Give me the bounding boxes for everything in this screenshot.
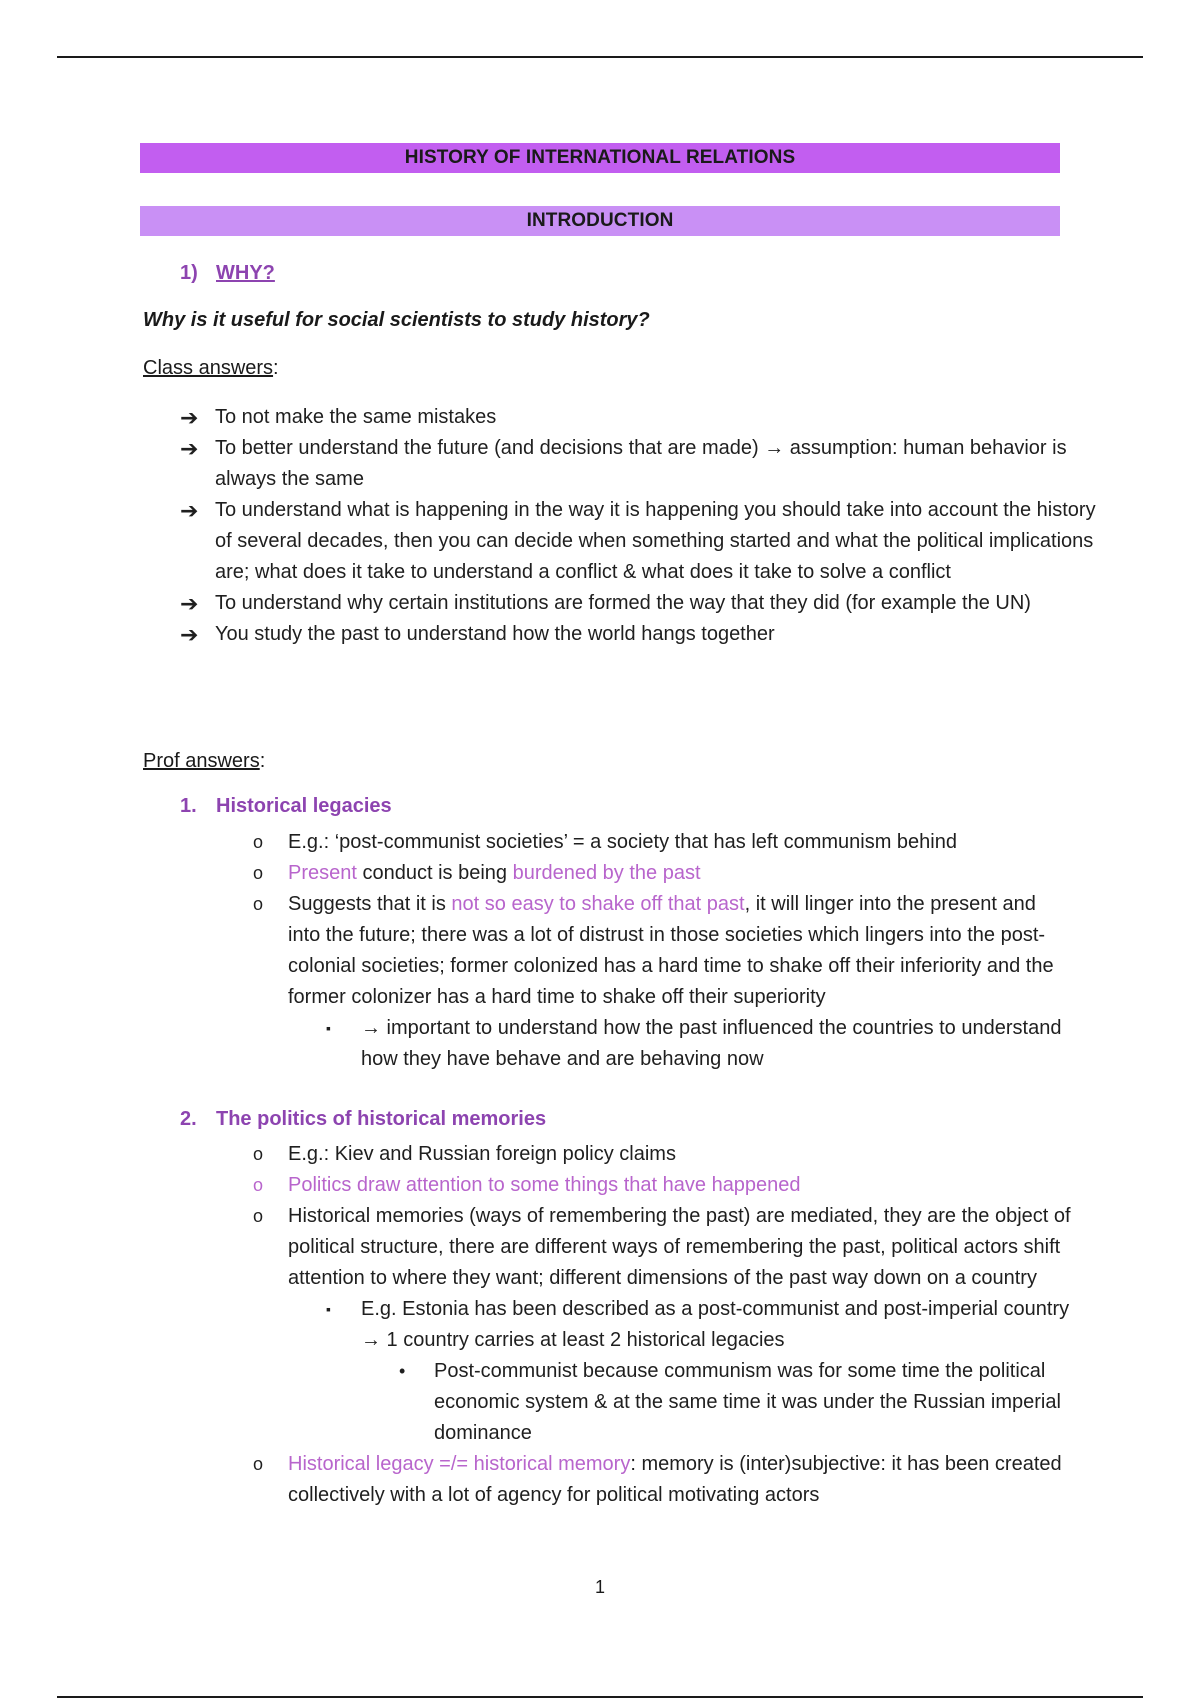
list-item: ▪ E.g. Estonia has been described as a post-communist and post-imperial country → 1 country carries at least 2 historical legacies • Post-communist because communism was for some time the political economic system & at the same time it was under the Russian imperial dominance <box>361 1294 1073 1449</box>
class-answers-label: Class answers: <box>143 357 279 379</box>
document-title: HISTORY OF INTERNATIONAL RELATIONS <box>404 147 796 168</box>
sub-sub-list <box>361 1356 1073 1449</box>
class-answers-list <box>180 402 1100 650</box>
study-question: Why is it useful for social scientists to study history? <box>143 309 650 331</box>
arrow-icon: ➔ <box>180 622 199 647</box>
list-item: o Politics draw attention to some things that have happened <box>253 1170 1073 1201</box>
section-title-banner <box>140 206 1060 236</box>
page-number: 1 <box>594 1577 605 1597</box>
list-item: o Suggests that it is not so easy to shake off that past, it will linger into the present and into the future; there was a lot of distrust in those societies which lingers into the post-colonial societies; former colonized has a hard time to shake off their inferiority and the former colonizer has a hard time to shake off their superiority ▪ → important to understand how the past influenced the countries to understand how they have behave and are behaving now <box>253 889 1073 1075</box>
historical-legacies-heading: 1. Historical legacies <box>180 795 392 817</box>
circle-bullet-icon: o <box>253 863 264 883</box>
why-heading-number: 1) <box>180 262 198 284</box>
bottom-rule <box>57 1696 1143 1698</box>
list-item: • Post-communist because communism was for some time the political economic system & at the same time it was under the Russian imperial dominance <box>434 1356 1073 1449</box>
top-rule <box>57 56 1143 58</box>
arrow-icon: ➔ <box>180 436 199 461</box>
document-title-banner <box>140 143 1060 173</box>
why-heading <box>180 262 275 285</box>
sub-list <box>288 1013 1073 1075</box>
section-title: INTRODUCTION <box>526 210 674 231</box>
list-item: ▪ → important to understand how the past influenced the countries to understand how they have behave and are behaving now <box>361 1013 1073 1075</box>
list-item: o Historical memories (ways of remembering the past) are mediated, they are the object of political structure, there are different ways of remembering the past, political actors shift attention to where they want; different dimensions of the past way down on a country ▪ E.g. Estonia has been described as a post-communist and post-imperial country → 1 country carries at least 2 historical legacies • Post-communist because communism was for some time the political economic system & at the same time it was under the Russian imperial dominance <box>253 1201 1073 1449</box>
why-heading-title: WHY? <box>216 262 275 284</box>
list-item: o Historical legacy =/= historical memory: memory is (inter)subjective: it has been created collectively with a lot of agency for political motivating actors <box>253 1449 1073 1511</box>
historical-legacies-list <box>253 827 1073 1075</box>
list-item: o E.g.: ‘post-communist societies’ = a society that has left communism behind <box>253 827 1073 858</box>
circle-bullet-icon: o <box>253 894 264 914</box>
list-item: o Present conduct is being burdened by the past <box>253 858 1073 889</box>
prof-answers-label: Prof answers: <box>143 750 266 772</box>
square-bullet-icon: ▪ <box>326 1301 331 1317</box>
list-item: ➔ To not make the same mistakes <box>180 402 1100 433</box>
historical-memories-heading: 2. The politics of historical memories <box>180 1108 547 1130</box>
dot-bullet-icon: • <box>399 1361 406 1381</box>
square-bullet-icon: ▪ <box>326 1020 331 1036</box>
list-item: ➔ To understand what is happening in the way it is happening you should take into account the history of several decades, then you can decide when something started and what the political implications are; what does it take to understand a conflict & what does it take to solve a conflict <box>180 495 1100 588</box>
arrow-icon: ➔ <box>180 405 199 430</box>
arrow-icon: ➔ <box>180 498 199 523</box>
list-item: ➔ To understand why certain institutions are formed the way that they did (for example the UN) <box>180 588 1100 619</box>
circle-bullet-icon: o <box>253 1144 264 1164</box>
sub-list <box>288 1294 1073 1449</box>
list-item: ➔ To better understand the future (and decisions that are made) → assumption: human behavior is always the same <box>180 433 1100 495</box>
list-item: o E.g.: Kiev and Russian foreign policy claims <box>253 1139 1073 1170</box>
historical-memories-list <box>253 1139 1073 1511</box>
circle-bullet-icon: o <box>253 1454 264 1474</box>
list-item: ➔ You study the past to understand how the world hangs together <box>180 619 1100 650</box>
arrow-icon: ➔ <box>180 591 199 616</box>
circle-bullet-icon: o <box>253 1175 264 1195</box>
circle-bullet-icon: o <box>253 832 264 852</box>
circle-bullet-icon: o <box>253 1206 264 1226</box>
